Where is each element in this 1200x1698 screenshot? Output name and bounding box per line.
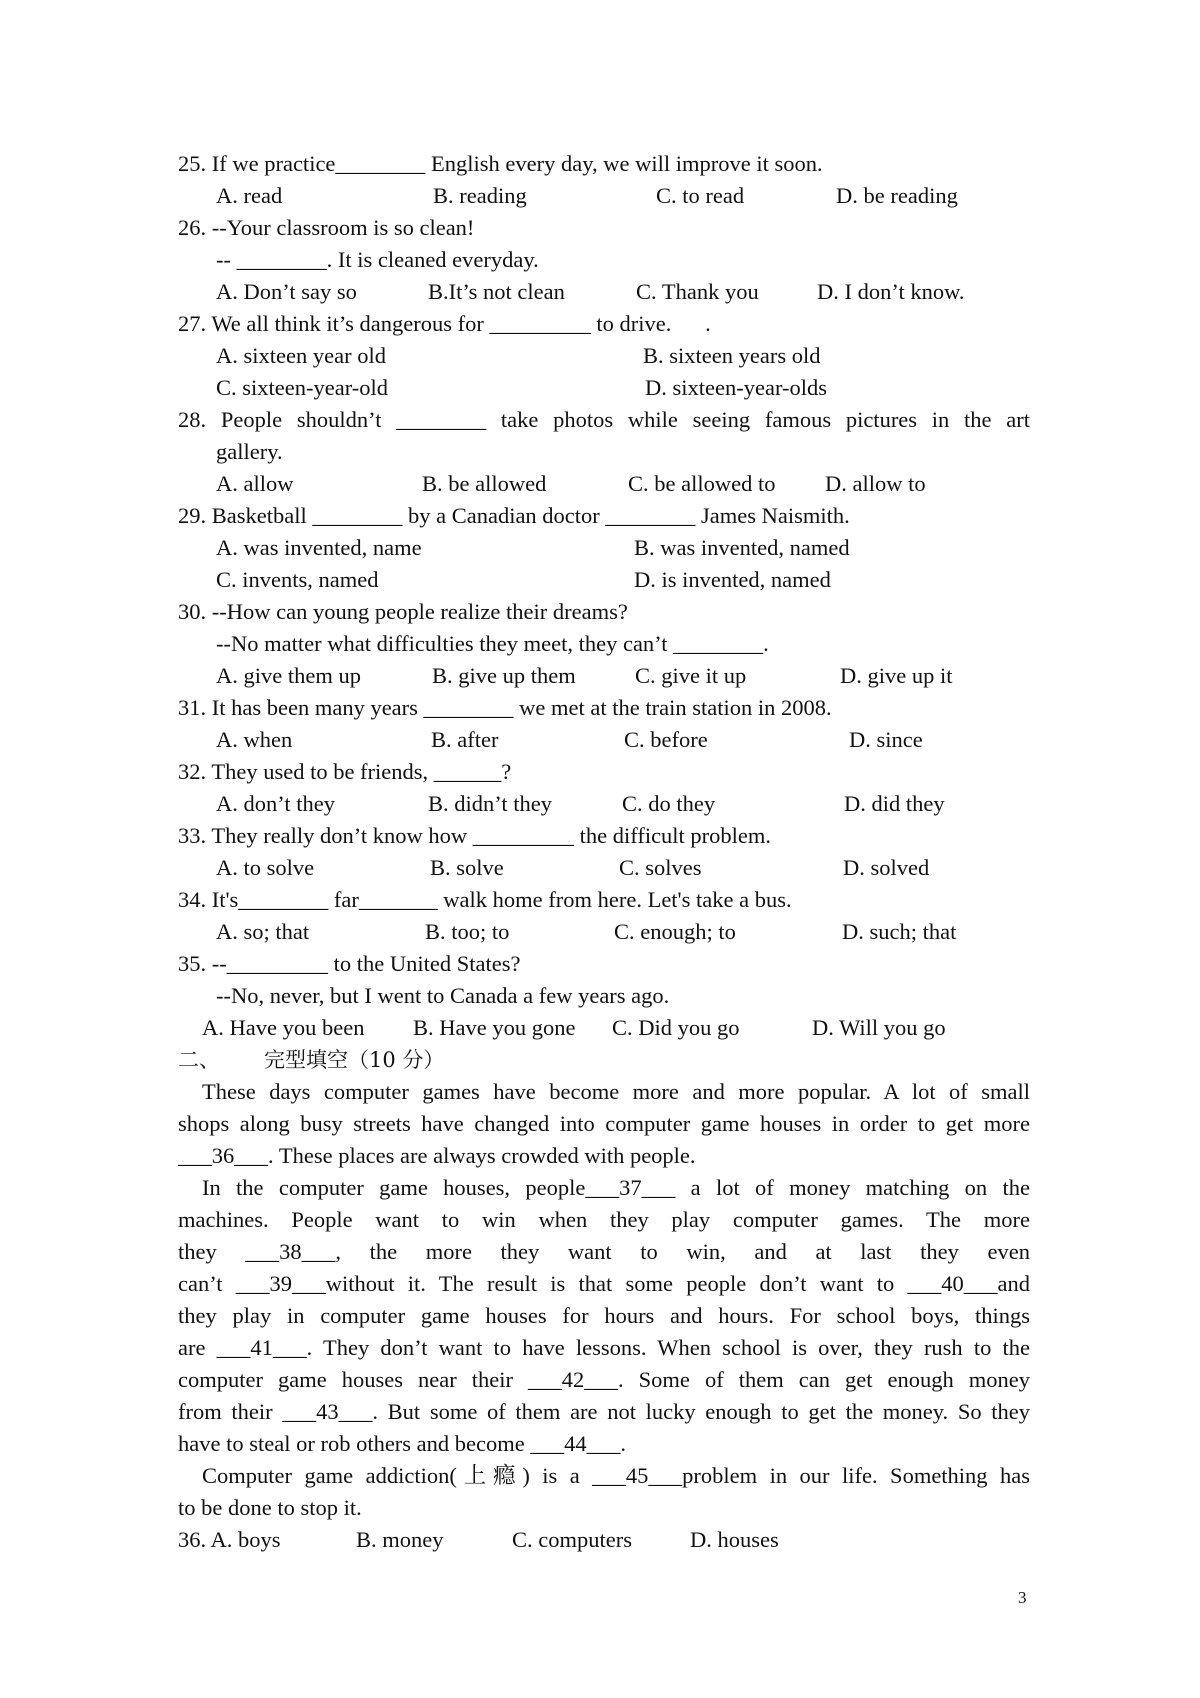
option-c: C. solves (619, 855, 702, 880)
passage-line-14: to be done to stop it. (178, 1495, 362, 1520)
passage-line-6: they ___38___, the more they want to win, and at last they even (178, 1239, 1030, 1264)
question-35-reply: --No, never, but I went to Canada a few years ago. (216, 983, 670, 1008)
passage-line-4: In the computer game houses, people___37___ a lot of money matching on the (202, 1175, 1030, 1200)
question-26-options (216, 276, 1030, 308)
question-28-stem-continued: gallery. (216, 439, 283, 464)
option-b: B. reading (433, 183, 527, 208)
option-c: C. before (624, 727, 708, 752)
question-27-options-row1 (216, 340, 1030, 372)
page-number: 3 (1018, 1588, 1027, 1607)
section-2-heading (178, 1044, 1030, 1076)
question-30-stem: 30. --How can young people realize their dreams? (178, 599, 628, 624)
option-b: B.It’s not clean (428, 279, 565, 304)
option-b: B. be allowed (422, 471, 547, 496)
question-27-options-row2 (216, 372, 1030, 404)
question-28-options (216, 468, 1030, 500)
option-b: B. Have you gone (413, 1015, 576, 1040)
option-b: B. after (431, 727, 499, 752)
option-c: C. sixteen-year-old (216, 375, 388, 400)
option-c: C. give it up (635, 663, 747, 688)
question-33-stem: 33. They really don’t know how _________ the difficult problem. (178, 823, 772, 848)
option-b: B. give up them (432, 663, 576, 688)
option-b: B. solve (430, 855, 504, 880)
option-a: A. was invented, name (216, 535, 422, 560)
option-c: C. do they (622, 791, 716, 816)
option-b: B. sixteen years old (643, 343, 821, 368)
question-28-stem: 28. People shouldn’t ________ take photos while seeing famous pictures in the art (178, 407, 1030, 432)
passage-line-9: are ___41___. They don’t want to have lessons. When school is over, they rush to the (178, 1335, 1030, 1360)
passage-line-13: Computer game addiction(上瘾) is a ___45___problem in our life. Something has (202, 1463, 1030, 1488)
question-25-options (216, 180, 1030, 212)
question-34-stem: 34. It's________ far_______ walk home from here. Let's take a bus. (178, 887, 792, 912)
option-b: B. didn’t they (428, 791, 552, 816)
question-35-options (202, 1012, 1030, 1044)
question-33-options (216, 852, 1030, 884)
question-31-stem: 31. It has been many years ________ we met at the train station in 2008. (178, 695, 832, 720)
option-a: A. don’t they (216, 791, 335, 816)
question-36-options (178, 1524, 1030, 1556)
option-b: B. was invented, named (634, 535, 850, 560)
question-31-options (216, 724, 1030, 756)
option-c: C. be allowed to (628, 471, 776, 496)
option-d: D. did they (844, 791, 945, 816)
option-a: A. Have you been (202, 1015, 365, 1040)
passage-line-8: they play in computer game houses for hours and hours. For school boys, things (178, 1303, 1030, 1328)
option-c: C. Thank you (636, 279, 759, 304)
passage-line-3: ___36___. These places are always crowded with people. (178, 1143, 696, 1168)
option-a: A. so; that (216, 919, 310, 944)
option-d: D. houses (690, 1527, 779, 1552)
option-c: C. enough; to (614, 919, 736, 944)
option-a: A. when (216, 727, 293, 752)
question-25-stem: 25. If we practice________ English every day, we will improve it soon. (178, 151, 823, 176)
option-a: A. allow (216, 471, 294, 496)
passage-line-1: These days computer games have become more and more popular. A lot of small (202, 1079, 1030, 1104)
option-d: D. be reading (836, 183, 958, 208)
question-34-options (216, 916, 1030, 948)
passage-line-11: from their ___43___. But some of them are not lucky enough to get the money. So they (178, 1399, 1030, 1424)
option-a: A. Don’t say so (216, 279, 357, 304)
question-32-options (216, 788, 1030, 820)
section-number: 二、 (178, 1048, 220, 1072)
question-30-reply: --No matter what difficulties they meet, they can’t ________. (216, 631, 769, 656)
option-d: D. since (849, 727, 923, 752)
passage-line-7: can’t ___39___without it. The result is that some people don’t want to ___40___and (178, 1271, 1030, 1296)
option-d: D. solved (843, 855, 930, 880)
option-a: A. read (216, 183, 283, 208)
option-c: C. invents, named (216, 567, 379, 592)
option-a: A. to solve (216, 855, 315, 880)
option-d: D. such; that (842, 919, 957, 944)
question-26-reply: -- ________. It is cleaned everyday. (216, 247, 539, 272)
question-32-stem: 32. They used to be friends, ______? (178, 759, 512, 784)
passage-line-2: shops along busy streets have changed into computer game houses in order to get more (178, 1111, 1030, 1136)
question-29-options-row2 (216, 564, 1030, 596)
option-d: D. sixteen-year-olds (645, 375, 827, 400)
question-36-option-a: 36. A. boys (178, 1527, 281, 1552)
option-c: C. computers (512, 1527, 632, 1552)
question-30-options (216, 660, 1030, 692)
option-a: A. sixteen year old (216, 343, 386, 368)
option-b: B. too; to (425, 919, 510, 944)
question-26-stem: 26. --Your classroom is so clean! (178, 215, 475, 240)
option-b: B. money (356, 1527, 444, 1552)
option-d: D. give up it (840, 663, 953, 688)
option-c: C. to read (656, 183, 745, 208)
option-d: D. I don’t know. (817, 279, 965, 304)
option-c: C. Did you go (612, 1015, 740, 1040)
question-29-options-row1 (216, 532, 1030, 564)
question-35-stem: 35. --_________ to the United States? (178, 951, 521, 976)
passage-line-10: computer game houses near their ___42___. Some of them can get enough money (178, 1367, 1030, 1392)
option-d: D. is invented, named (634, 567, 831, 592)
question-27-stem: 27. We all think it’s dangerous for _________ to drive. . (178, 311, 711, 336)
passage-line-12: have to steal or rob others and become ___44___. (178, 1431, 627, 1456)
option-d: D. Will you go (812, 1015, 946, 1040)
section-title: 完型填空（10 分） (264, 1048, 445, 1072)
option-d: D. allow to (825, 471, 926, 496)
question-29-stem: 29. Basketball ________ by a Canadian doctor ________ James Naismith. (178, 503, 850, 528)
option-a: A. give them up (216, 663, 361, 688)
passage-line-5: machines. People want to win when they play computer games. The more (178, 1207, 1030, 1232)
